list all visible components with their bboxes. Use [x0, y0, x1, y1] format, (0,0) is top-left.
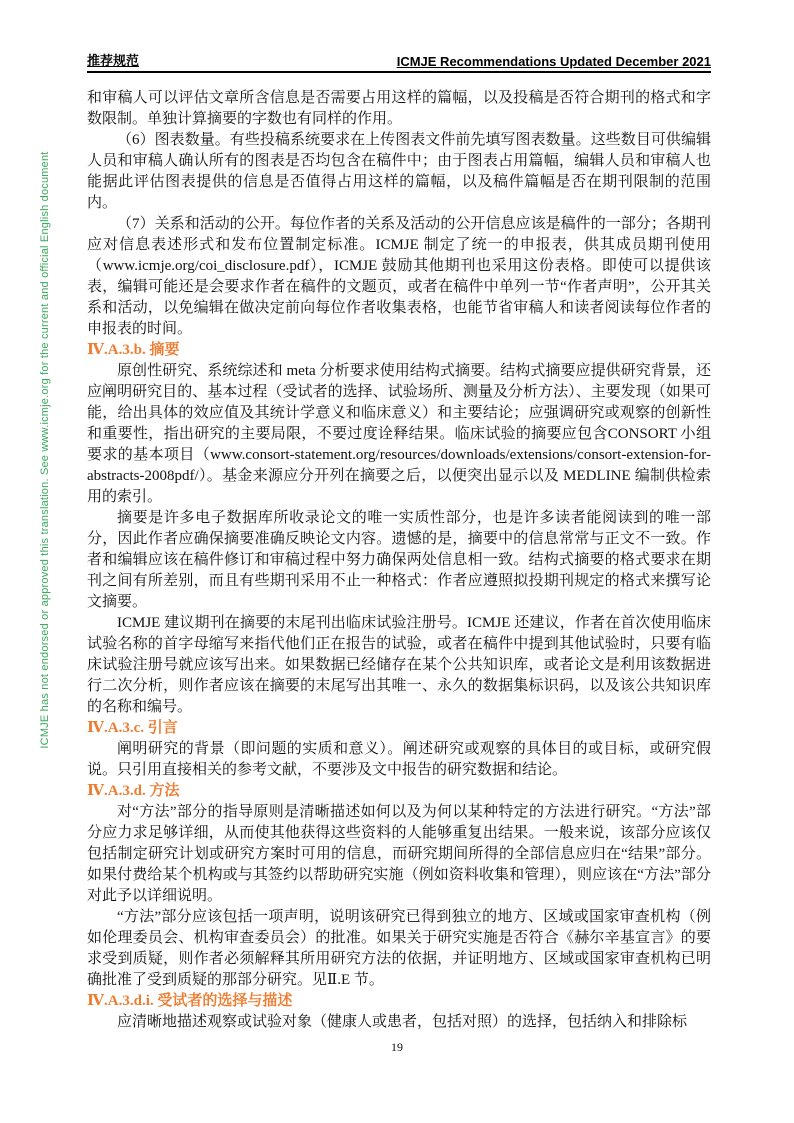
- body-paragraph: 阐明研究的背景（即问题的实质和意义）。阐述研究或观察的具体目的或目标，或研究假说。只引用直接相关的参考文献，不要涉及文中报告的研究数据和结论。: [87, 741, 711, 778]
- section-heading: Ⅳ.A.3.c. 引言: [87, 720, 178, 736]
- running-header: [87, 50, 711, 73]
- body-paragraph: 摘要是许多电子数据库所收录论文的唯一实质性部分，也是许多读者能阅读到的唯一部分，因此作者应确保摘要准确反映论文内容。遗憾的是，摘要中的信息常常与正文不一致。作者和编辑应该在稿件修订和审稿过程中努力确保两处信息相一致。结构式摘要的格式要求在期刊之间有所差别，而且有些期刊采用不止一种格式：作者应遵照拟投期刊规定的格式来撰写论文摘要。: [87, 510, 711, 610]
- section-heading: Ⅳ.A.3.d. 方法: [87, 783, 180, 799]
- body-paragraph: ICMJE 建议期刊在摘要的末尾刊出临床试验注册号。ICMJE 还建议，作者在首次使用临床试验名称的首字母缩写来指代他们正在报告的试验，或者在稿件中提到其他试验时，只要有临床试验注册号就应该写出来。如果数据已经储存在某个公共知识库，或者论文是利用该数据进行二次分析，则作者应该在摘要的末尾写出其唯一、永久的数据集标识码，以及该公共知识库的名称和编号。: [87, 615, 711, 715]
- section-heading: Ⅳ.A.3.d.i. 受试者的选择与描述: [87, 993, 293, 1009]
- body-paragraph: （6）图表数量。有些投稿系统要求在上传图表文件前先填写图表数量。这些数目可供编辑人员和审稿人确认所有的图表是否均包含在稿件中；由于图表占用篇幅，编辑人员和审稿人也能据此评估图表提供的信息是否值得占用这样的篇幅，以及稿件篇幅是否在期刊限制的范围内。: [87, 132, 711, 211]
- body-paragraph: “方法”部分应该包括一项声明，说明该研究已得到独立的地方、区域或国家审查机构（例如伦理委员会、机构审查委员会）的批准。如果关于研究实施是否符合《赫尔辛基宣言》的要求受到质疑，则作者必须解释其所用研究方法的依据，并证明地方、区域或国家审查机构已明确批准了受到质疑的那部分研究。见Ⅱ.E 节。: [87, 909, 711, 988]
- body-paragraph: 原创性研究、系统综述和 meta 分析要求使用结构式摘要。结构式摘要应提供研究背景，还应阐明研究目的、基本过程（受试者的选择、试验场所、测量及分析方法）、主要发现（如果可能，给出具体的效应值及其统计学意义和临床意义）和主要结论；应强调研究或观察的创新性和重要性，指出研究的主要局限，不要过度诠释结果。临床试验的摘要应包含CONSORT 小组要求的基本项目（www.consort-statement.org/resources/downloads/extensions/consort-extension-for-abstracts-2008pdf/）。基金来源应分开列在摘要之后，以便突出显示以及 MEDLINE 编制供检索用的索引。: [87, 363, 711, 505]
- translation-disclaimer-vertical-text: ICMJE has not endorsed or approved this translation. See www.icmje.org for the current and official English document: [39, 151, 51, 749]
- header-document-type: 推荐规范: [87, 53, 140, 68]
- section-heading: Ⅳ.A.3.b. 摘要: [87, 342, 180, 358]
- body-paragraph: 和审稿人可以评估文章所含信息是否需要占用这样的篇幅，以及投稿是否符合期刊的格式和字数限制。单独计算摘要的字数也有同样的作用。: [87, 90, 711, 127]
- body-paragraph: 对“方法”部分的指导原则是清晰描述如何以及为何以某种特定的方法进行研究。“方法”部分应力求足够详细，从而使其他获得这些资料的人能够重复出结果。一般来说，该部分应该仅包括制定研究计划或研究方案时可用的信息，而研究期间所得的全部信息应归在“结果”部分。如果付费给某个机构或与其签约以帮助研究实施（例如资料收集和管理），则应该在“方法”部分对此予以详细说明。: [87, 804, 711, 904]
- page-number: 19: [391, 1040, 403, 1054]
- body-paragraph: 应清晰地描述观察或试验对象（健康人或患者，包括对照）的选择，包括纳入和排除标: [117, 1014, 688, 1030]
- body-paragraph: （7）关系和活动的公开。每位作者的关系及活动的公开信息应该是稿件的一部分；各期刊应对信息表述形式和发布位置制定标准。ICMJE 制定了统一的申报表，供其成员期刊使用（www.icmje.org/coi_disclosure.pdf），ICMJE 鼓励其他期刊也采用这份表格。即使可以提供该表，编辑可能还是会要求作者在稿件的文题页，或者在稿件中单列一节“作者声明”，公开其关系和活动，以免编辑在做决定前向每位作者收集表格，也能节省审稿人和读者阅读每位作者的申报表的时间。: [87, 216, 711, 337]
- header-document-title: ICMJE Recommendations Updated December 2021: [396, 54, 711, 69]
- document-body: [87, 88, 711, 1033]
